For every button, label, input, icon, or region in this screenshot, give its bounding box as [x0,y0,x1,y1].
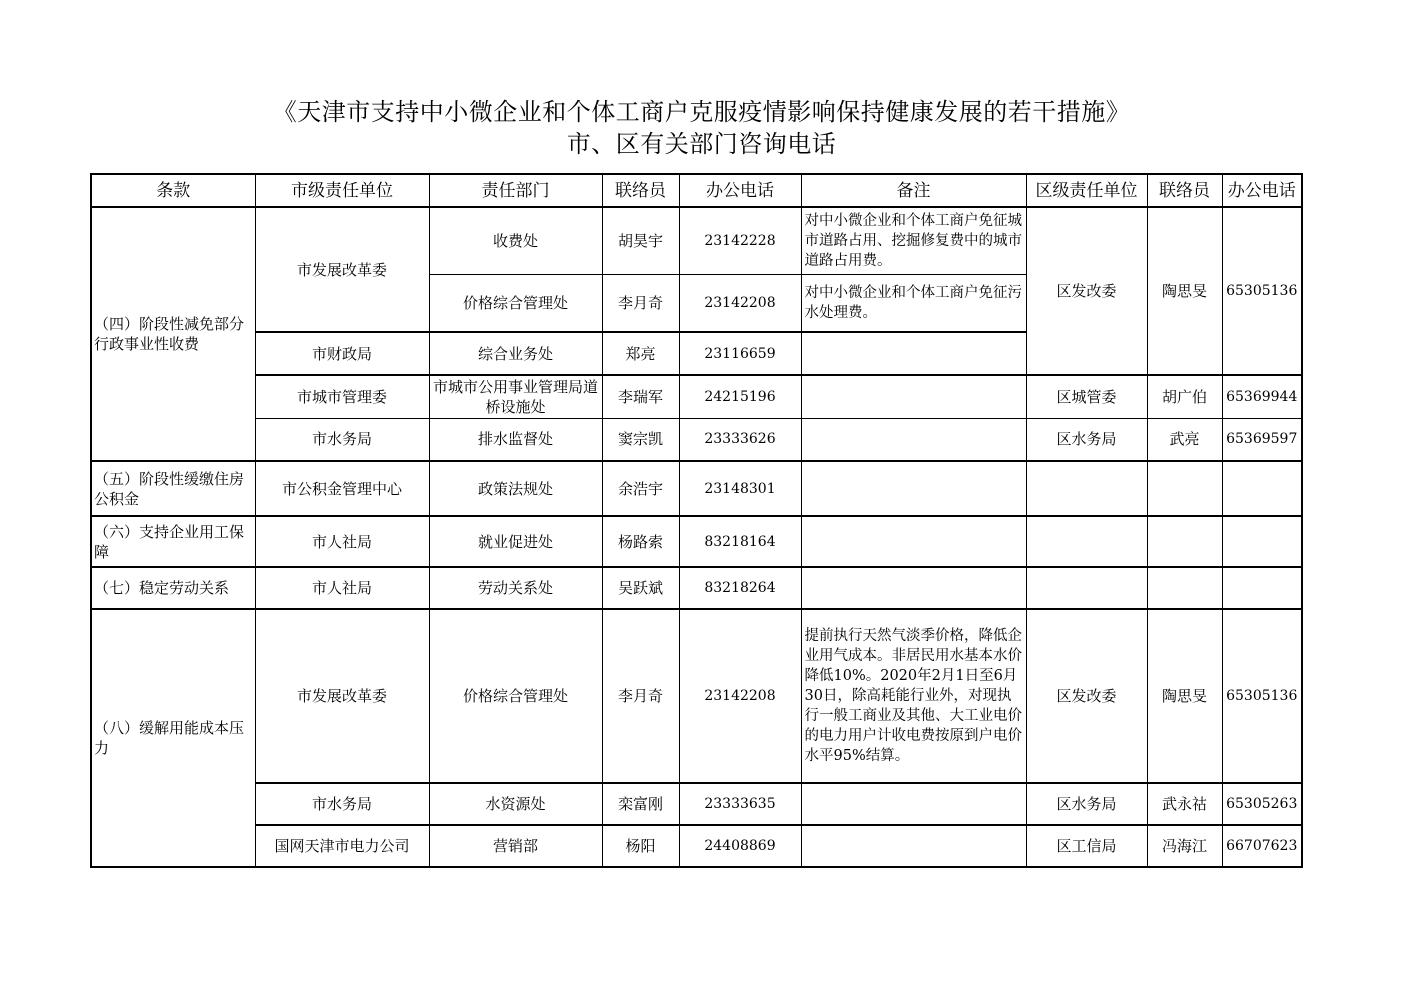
department-cell: 价格综合管理处 [429,609,602,783]
clause-cell: （八）缓解用能成本压力 [91,609,255,867]
district-contact-cell: 陶思旻 [1147,609,1222,783]
district-phone-cell: 65369944 [1222,375,1302,418]
contact-cell: 郑亮 [602,332,679,375]
table-row [91,567,1302,609]
table-row [91,461,1302,516]
phone-cell: 83218164 [679,516,801,567]
city-unit-cell: 国网天津市电力公司 [255,825,429,867]
phone-cell: 83218264 [679,567,801,609]
table-row [91,783,1302,825]
note-cell [801,418,1026,461]
phone-cell: 24408869 [679,825,801,867]
district-contact-cell: 武永祜 [1147,783,1222,825]
contact-cell: 李月奇 [602,609,679,783]
department-cell: 综合业务处 [429,332,602,375]
district-phone-cell: 65305136 [1222,207,1302,375]
header-district-unit: 区级责任单位 [1026,174,1147,207]
note-cell [801,825,1026,867]
district-phone-cell [1222,516,1302,567]
phone-cell: 24215196 [679,375,801,418]
district-unit-cell: 区水务局 [1026,783,1147,825]
table-row [91,207,1302,274]
note-cell [801,332,1026,375]
note-cell: 对中小微企业和个体工商户免征城市道路占用、挖掘修复费中的城市道路占用费。 [801,207,1026,274]
district-contact-cell [1147,516,1222,567]
city-unit-cell: 市发展改革委 [255,207,429,332]
department-cell: 营销部 [429,825,602,867]
district-unit-cell: 区工信局 [1026,825,1147,867]
district-phone-cell: 65369597 [1222,418,1302,461]
header-contact: 联络员 [602,174,679,207]
phone-cell: 23333626 [679,418,801,461]
header-clause: 条款 [91,174,255,207]
phone-cell: 23333635 [679,783,801,825]
table-row [91,825,1302,867]
district-phone-cell: 65305263 [1222,783,1302,825]
district-contact-cell [1147,461,1222,516]
district-contact-cell: 武亮 [1147,418,1222,461]
department-cell: 水资源处 [429,783,602,825]
document-title: 《天津市支持中小微企业和个体工商户克服疫情影响保持健康发展的若干措施》 [272,98,1131,126]
contact-cell: 吴跃斌 [602,567,679,609]
district-unit-cell [1026,567,1147,609]
city-unit-cell: 市财政局 [255,332,429,375]
header-department: 责任部门 [429,174,602,207]
department-cell: 收费处 [429,207,602,274]
department-cell: 就业促进处 [429,516,602,567]
city-unit-cell: 市公积金管理中心 [255,461,429,516]
contact-cell: 李月奇 [602,274,679,332]
district-phone-cell: 65305136 [1222,609,1302,783]
note-cell [801,375,1026,418]
header-note: 备注 [801,174,1026,207]
department-cell: 劳动关系处 [429,567,602,609]
city-unit-cell: 市人社局 [255,516,429,567]
clause-cell: （七）稳定劳动关系 [91,567,255,609]
department-cell: 政策法规处 [429,461,602,516]
district-phone-cell [1222,567,1302,609]
note-cell [801,567,1026,609]
note-cell [801,461,1026,516]
phone-cell: 23148301 [679,461,801,516]
note-cell: 提前执行天然气淡季价格，降低企业用气成本。非居民用水基本水价降低10%。2020年2月1日至6月30日，除高耗能行业外，对现执行一般工商业及其他、大工业电价的电力用户计收电费按原到户电价水平95%结算。 [801,609,1026,783]
district-unit-cell [1026,516,1147,567]
contact-cell: 窦宗凯 [602,418,679,461]
table-row [91,375,1302,418]
city-unit-cell: 市人社局 [255,567,429,609]
district-unit-cell: 区发改委 [1026,207,1147,375]
table-row [91,516,1302,567]
district-contact-cell: 陶思旻 [1147,207,1222,375]
district-phone-cell: 66707623 [1222,825,1302,867]
note-cell: 对中小微企业和个体工商户免征污水处理费。 [801,274,1026,332]
district-phone-cell [1222,461,1302,516]
department-cell: 排水监督处 [429,418,602,461]
table-row [91,609,1302,783]
phone-cell: 23142208 [679,609,801,783]
contact-table [90,173,1303,868]
district-contact-cell [1147,567,1222,609]
district-unit-cell: 区城管委 [1026,375,1147,418]
district-unit-cell: 区发改委 [1026,609,1147,783]
city-unit-cell: 市水务局 [255,418,429,461]
contact-cell: 杨路索 [602,516,679,567]
district-contact-cell: 胡广伯 [1147,375,1222,418]
note-cell [801,783,1026,825]
note-cell [801,516,1026,567]
phone-cell: 23142228 [679,207,801,274]
header-district-phone: 办公电话 [1222,174,1302,207]
department-cell: 价格综合管理处 [429,274,602,332]
header-district-contact: 联络员 [1147,174,1222,207]
phone-cell: 23142208 [679,274,801,332]
city-unit-cell: 市发展改革委 [255,609,429,783]
department-cell: 市城市公用事业管理局道桥设施处 [429,375,602,418]
table-row [91,418,1302,461]
district-unit-cell [1026,461,1147,516]
district-unit-cell: 区水务局 [1026,418,1147,461]
district-contact-cell: 冯海江 [1147,825,1222,867]
clause-cell: （四）阶段性减免部分行政事业性收费 [91,207,255,461]
header-city-unit: 市级责任单位 [255,174,429,207]
contact-cell: 李瑞军 [602,375,679,418]
contact-cell: 杨阳 [602,825,679,867]
clause-cell: （五）阶段性缓缴住房公积金 [91,461,255,516]
contact-cell: 胡昊宇 [602,207,679,274]
contact-cell: 栾富刚 [602,783,679,825]
clause-cell: （六）支持企业用工保障 [91,516,255,567]
document-subtitle: 市、区有关部门咨询电话 [566,130,837,158]
phone-cell: 23116659 [679,332,801,375]
city-unit-cell: 市城市管理委 [255,375,429,418]
city-unit-cell: 市水务局 [255,783,429,825]
header-phone: 办公电话 [679,174,801,207]
contact-cell: 余浩宇 [602,461,679,516]
